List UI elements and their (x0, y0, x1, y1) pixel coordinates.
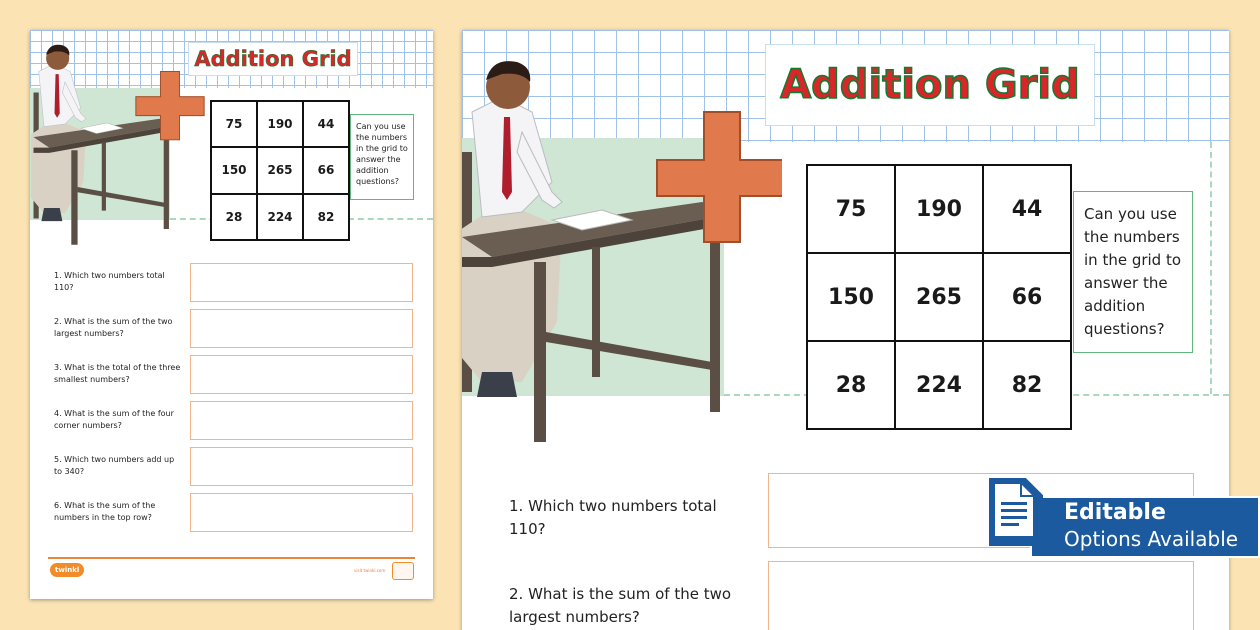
grid-cell: 224 (895, 341, 983, 429)
shoe (41, 208, 62, 221)
desk-leg (710, 222, 720, 412)
grid-cell: 190 (257, 101, 303, 147)
page-title: Addition Grid (780, 62, 1080, 108)
question-text: 6. What is the sum of the numbers in the top row? (54, 501, 156, 522)
desk-leg (534, 262, 546, 442)
answer-box[interactable] (190, 309, 413, 348)
badge-title: Editable (1064, 500, 1166, 525)
question-text: 1. Which two numbers total 110? (509, 497, 717, 538)
question-text: 2. What is the sum of the two largest numbers? (509, 585, 732, 626)
boy-at-desk-illustration (462, 52, 782, 452)
grid-cell: 75 (211, 101, 257, 147)
grid-cell: 265 (257, 147, 303, 193)
grid-cell: 82 (983, 341, 1071, 429)
badge-subtitle: Options Available (1064, 527, 1239, 551)
dashed-divider (1210, 142, 1212, 394)
number-grid (210, 100, 350, 241)
document-icon (985, 476, 1045, 548)
question-text: 2. What is the sum of the two largest numbers? (54, 317, 173, 338)
boy-at-desk-illustration (30, 40, 205, 250)
grid-cell: 150 (807, 253, 895, 341)
question-text: 1. Which two numbers total 110? (54, 271, 165, 292)
editable-options-badge[interactable] (985, 476, 1260, 558)
desk-leg (71, 150, 77, 245)
title-box (188, 42, 358, 76)
footer-url: visit twinkl.com (354, 568, 386, 573)
grid-cell: 75 (807, 165, 895, 253)
question-text: 5. Which two numbers add up to 340? (54, 455, 175, 476)
grid-cell: 150 (211, 147, 257, 193)
grid-cell: 44 (303, 101, 349, 147)
desk-leg (164, 129, 169, 229)
answer-box[interactable] (190, 447, 413, 486)
shirt (472, 97, 552, 217)
grid-cell: 28 (807, 341, 895, 429)
shirt (39, 64, 81, 127)
grid-cell: 44 (983, 165, 1071, 253)
grid-cell: 190 (895, 165, 983, 253)
question-text: 3. What is the total of the three smallest numbers? (54, 363, 181, 384)
number-grid (806, 164, 1072, 430)
title-box (765, 44, 1095, 126)
question-text: 4. What is the sum of the four corner numbers? (54, 409, 174, 430)
twinkl-badge-icon (392, 562, 414, 580)
grid-cell: 66 (303, 147, 349, 193)
answer-box[interactable] (190, 355, 413, 394)
grid-cell: 28 (211, 194, 257, 240)
page-title: Addition Grid (194, 47, 352, 71)
footer-divider (48, 557, 415, 559)
instruction-box: Can you use the numbers in the grid to answer the addition questions? (350, 114, 414, 200)
grid-cell: 82 (303, 194, 349, 240)
grid-cell: 224 (257, 194, 303, 240)
instruction-box: Can you use the numbers in the grid to answer the addition questions? (1073, 191, 1193, 353)
answer-box[interactable] (190, 263, 413, 302)
grid-cell: 265 (895, 253, 983, 341)
twinkl-logo: twinkl (50, 563, 84, 577)
answer-box[interactable] (190, 493, 413, 532)
worksheet-preview-small (30, 30, 433, 599)
grid-cell: 66 (983, 253, 1071, 341)
answer-box[interactable] (190, 401, 413, 440)
answer-box[interactable] (768, 561, 1194, 630)
shoe (477, 372, 517, 397)
